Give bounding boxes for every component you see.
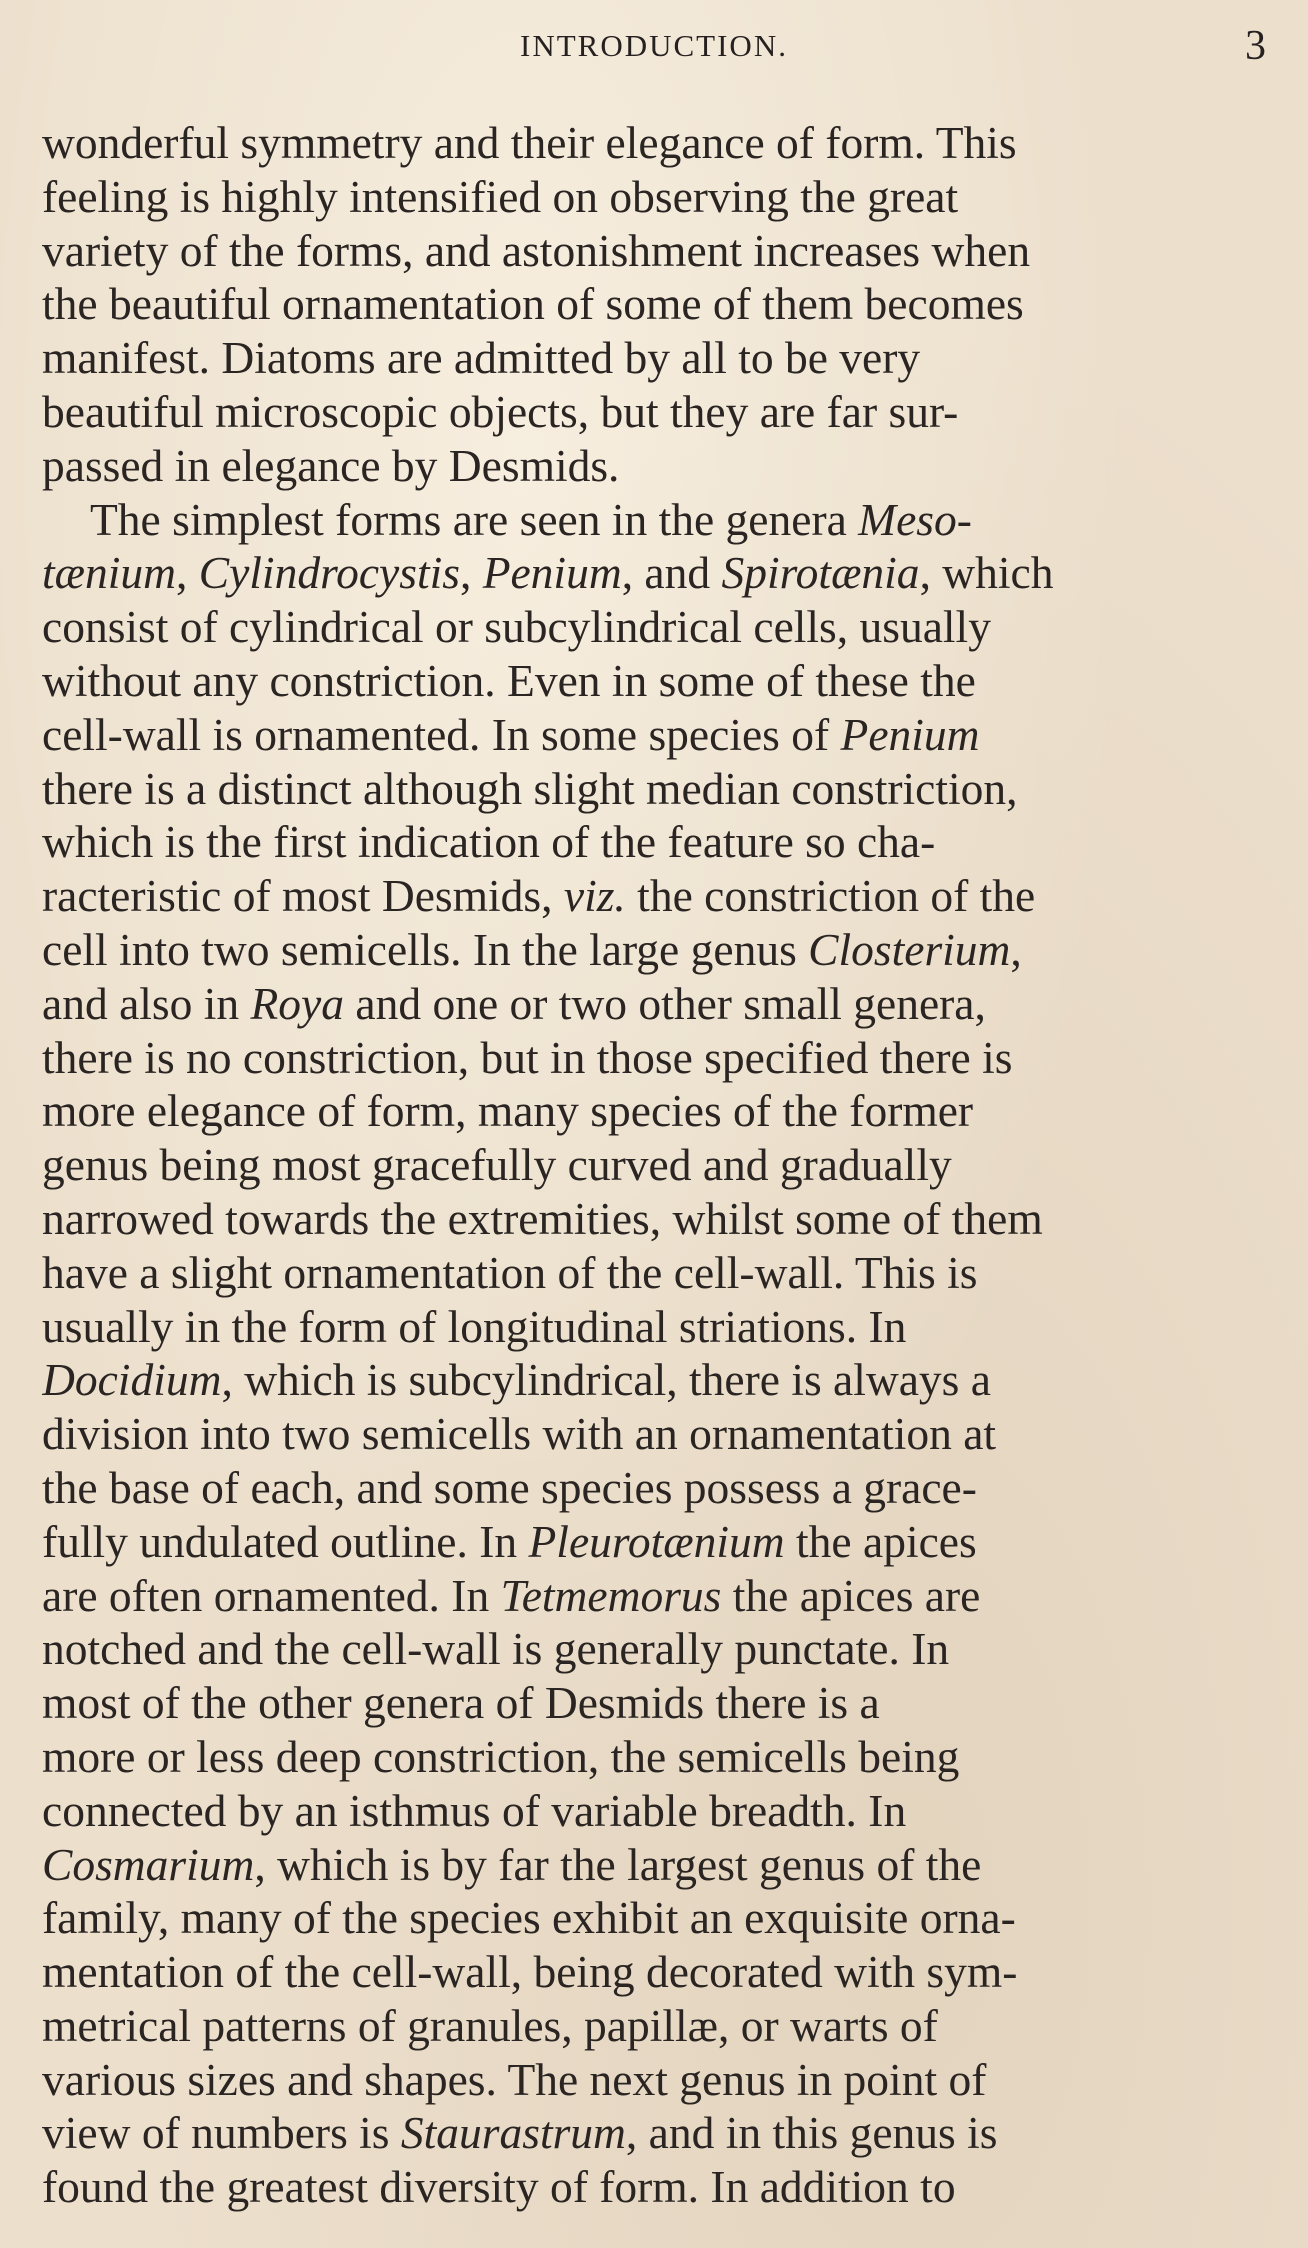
text-line: Docidium, which is subcylindrical, there is always a [42,1354,991,1406]
body-text [42,116,1266,2214]
running-head-title: INTRODUCTION. [520,28,788,63]
italic-term: Penium [840,708,980,760]
text-line: there is a distinct although slight median constriction, [42,762,1018,814]
text-line: division into two semicells with an ornamentation at [42,1408,997,1460]
italic-term: Penium [482,547,622,599]
page-number: 3 [1245,23,1266,69]
text-line: more or less deep constriction, the semicells being [42,1730,960,1782]
paragraph-start-line: The simplest forms are seen in the genera Meso- [90,493,972,545]
italic-term: tænium [42,547,176,599]
text-line: notched and the cell-wall is generally punctate. In [42,1623,950,1675]
italic-term: Closterium [808,923,1011,975]
text-line: have a slight ornamentation of the cell-wall. This is [42,1246,978,1298]
text-line: Cosmarium, which is by far the largest genus of the [42,1838,982,1890]
text-line: consist of cylindrical or subcylindrical cells, usually [42,601,991,653]
text-line: various sizes and shapes. The next genus in point of [42,2053,987,2105]
text-line: and also in Roya and one or two other small genera, [42,977,986,1029]
text-line: mentation of the cell-wall, being decorated with sym- [42,1946,1018,1998]
text-line: feeling is highly intensified on observing the great [42,170,959,222]
text-line: narrowed towards the extremities, whilst some of them [42,1192,1043,1244]
text-line: there is no constriction, but in those specified there is [42,1031,1013,1083]
text-line: family, many of the species exhibit an exquisite orna- [42,1892,1016,1944]
text-line: without any constriction. Even in some of these the [42,654,976,706]
italic-term: Roya [250,977,345,1029]
italic-term: Docidium [42,1354,222,1406]
italic-term: Meso- [858,493,972,545]
text-line: the beautiful ornamentation of some of them becomes [42,278,1024,330]
text-line: which is the first indication of the feature so cha- [42,816,936,868]
text-line: view of numbers is Staurastrum, and in this genus is [42,2107,998,2159]
text-line: cell into two semicells. In the large genus Closterium, [42,923,1022,975]
text-line: metrical patterns of granules, papillæ, or warts of [42,1999,938,2051]
text-line: tænium, Cylindrocystis, Penium, and Spirotænia, which [42,547,1054,599]
text-line: variety of the forms, and astonishment increases when [42,224,1031,276]
italic-term: Spirotænia [721,547,920,599]
italic-term: viz. [563,870,626,922]
text-line: manifest. Diatoms are admitted by all to be very [42,332,921,384]
text-line: are often ornamented. In Tetmemorus the apices are [42,1569,981,1621]
text-line: found the greatest diversity of form. In addition to [42,2161,956,2213]
text-line: cell-wall is ornamented. In some species of Penium [42,708,980,760]
italic-term: Tetmemorus [500,1569,722,1621]
text-line: wonderful symmetry and their elegance of form. This [42,117,1017,168]
text-line: genus being most gracefully curved and gradually [42,1139,952,1191]
text-line: most of the other genera of Desmids there is a [42,1677,880,1729]
text-line: more elegance of form, many species of the former [42,1085,974,1137]
paragraph-end-line: passed in elegance by Desmids. [42,439,620,491]
text-line: connected by an isthmus of variable breadth. In [42,1784,907,1836]
text-line: fully undulated outline. In Pleurotænium the apices [42,1515,977,1567]
italic-term: Staurastrum [400,2107,626,2159]
text-line: usually in the form of longitudinal striations. In [42,1300,907,1352]
running-head [0,22,1308,72]
italic-term: Pleurotænium [528,1515,785,1567]
italic-term: Cosmarium [42,1838,255,1890]
text-line: racteristic of most Desmids, viz. the constriction of the [42,870,1036,922]
text-line: beautiful microscopic objects, but they are far sur- [42,385,959,437]
italic-term: Cylindrocystis [198,547,460,599]
text-line: the base of each, and some species possess a grace- [42,1461,977,1513]
